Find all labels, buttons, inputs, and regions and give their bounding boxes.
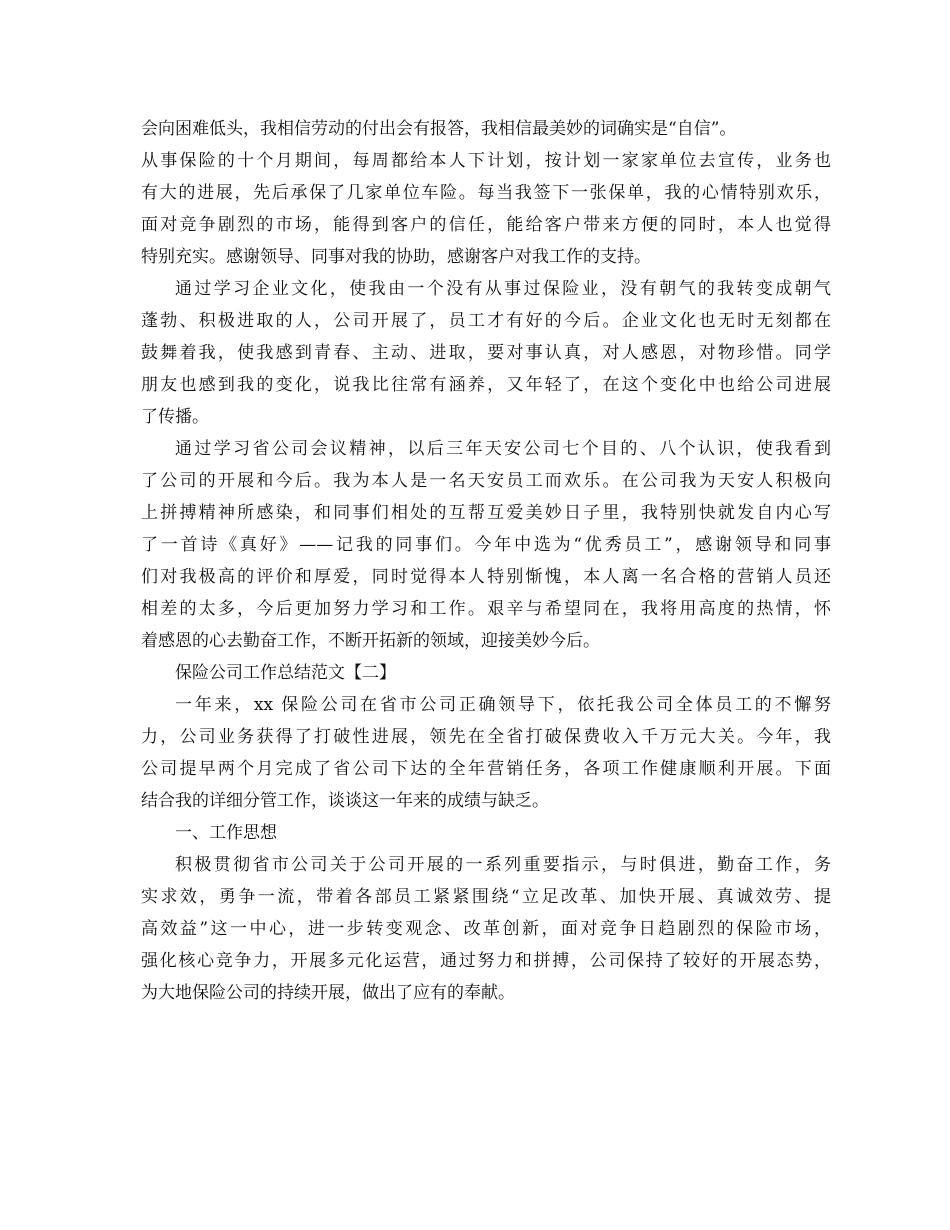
text-line: 了传播。	[141, 407, 209, 427]
text-line: 特别充实。感谢领导、同事对我的协助，感谢客户对我工作的支持。	[141, 247, 651, 267]
text-line: 通过学习企业文化，使我由一个没有从事过保险业，没有朝气的我转变成朝气	[175, 279, 831, 299]
text-line: 通过学习省公司会议精神，以后三年天安公司七个目的、八个认识，使我看到	[175, 439, 831, 459]
text-line: 从事保险的十个月期间，每周都给本人下计划，按计划一家家单位去宣传，业务也	[141, 151, 831, 171]
text-line: 上拼搏精神所感染，和同事们相处的互帮互爱美妙日子里，我特别快就发自内心写	[141, 503, 831, 523]
text-line: 了公司的开展和今后。我为本人是一名天安员工而欢乐。在公司我为天安人积极向	[141, 471, 831, 491]
text-line: 了一首诗《真好》——记我的同事们。今年中选为“优秀员工”，感谢领导和同事	[141, 535, 831, 555]
text-line: 有大的进展，先后承保了几家单位车险。每当我签下一张保单，我的心情特别欢乐，	[141, 183, 831, 203]
document-body	[141, 113, 831, 1009]
text-line: 积极贯彻省市公司关于公司开展的一系列重要指示，与时俱进，勤奋工作，务	[175, 855, 831, 875]
text-line: 强化核心竞争力，开展多元化运营，通过努力和拼搏，公司保持了较好的开展态势，	[141, 951, 831, 971]
text-line: 面对竞争剧烈的市场，能得到客户的信任，能给客户带来方便的同时，本人也觉得	[141, 215, 831, 235]
text-line: 鼓舞着我，使我感到青春、主动、进取，要对事认真，对人感恩，对物珍惜。同学	[141, 343, 831, 363]
text-line: 一、工作思想	[175, 823, 277, 843]
text-line: 公司提早两个月完成了省公司下达的全年营销任务，各项工作健康顺利开展。下面	[141, 759, 831, 779]
text-line: 着感恩的心去勤奋工作，不断开拓新的领域，迎接美妙今后。	[141, 631, 600, 651]
text-line: 相差的太多，今后更加努力学习和工作。艰辛与希望同在，我将用高度的热情，怀	[141, 599, 831, 619]
text-line: 朋友也感到我的变化，说我比往常有涵养，又年轻了，在这个变化中也给公司进展	[141, 375, 831, 395]
text-line: 实求效，勇争一流，带着各部员工紧紧围绕“立足改革、加快开展、真诚效劳、提	[141, 887, 831, 907]
text-line: 们对我极高的评价和厚爱，同时觉得本人特别惭愧，本人离一名合格的营销人员还	[141, 567, 831, 587]
text-line: 保险公司工作总结范文【二】	[175, 663, 396, 683]
text-line: 结合我的详细分管工作，谈谈这一年来的成绩与缺乏。	[141, 791, 549, 811]
text-line: 高效益”这一中心，进一步转变观念、改革创新，面对竞争日趋剧烈的保险市场，	[141, 919, 831, 939]
text-line: 蓬勃、积极进取的人，公司开展了，员工才有好的今后。企业文化也无时无刻都在	[141, 311, 831, 331]
text-line: 一年来，xx 保险公司在省市公司正确领导下，依托我公司全体员工的不懈努	[175, 695, 831, 715]
text-line: 力，公司业务获得了打破性进展，领先在全省打破保费收入千万元大关。今年，我	[141, 727, 831, 747]
text-line: 会向困难低头，我相信劳动的付出会有报答，我相信最美妙的词确实是“自信”。	[141, 119, 737, 139]
text-line: 为大地保险公司的持续开展，做出了应有的奉献。	[141, 983, 515, 1003]
